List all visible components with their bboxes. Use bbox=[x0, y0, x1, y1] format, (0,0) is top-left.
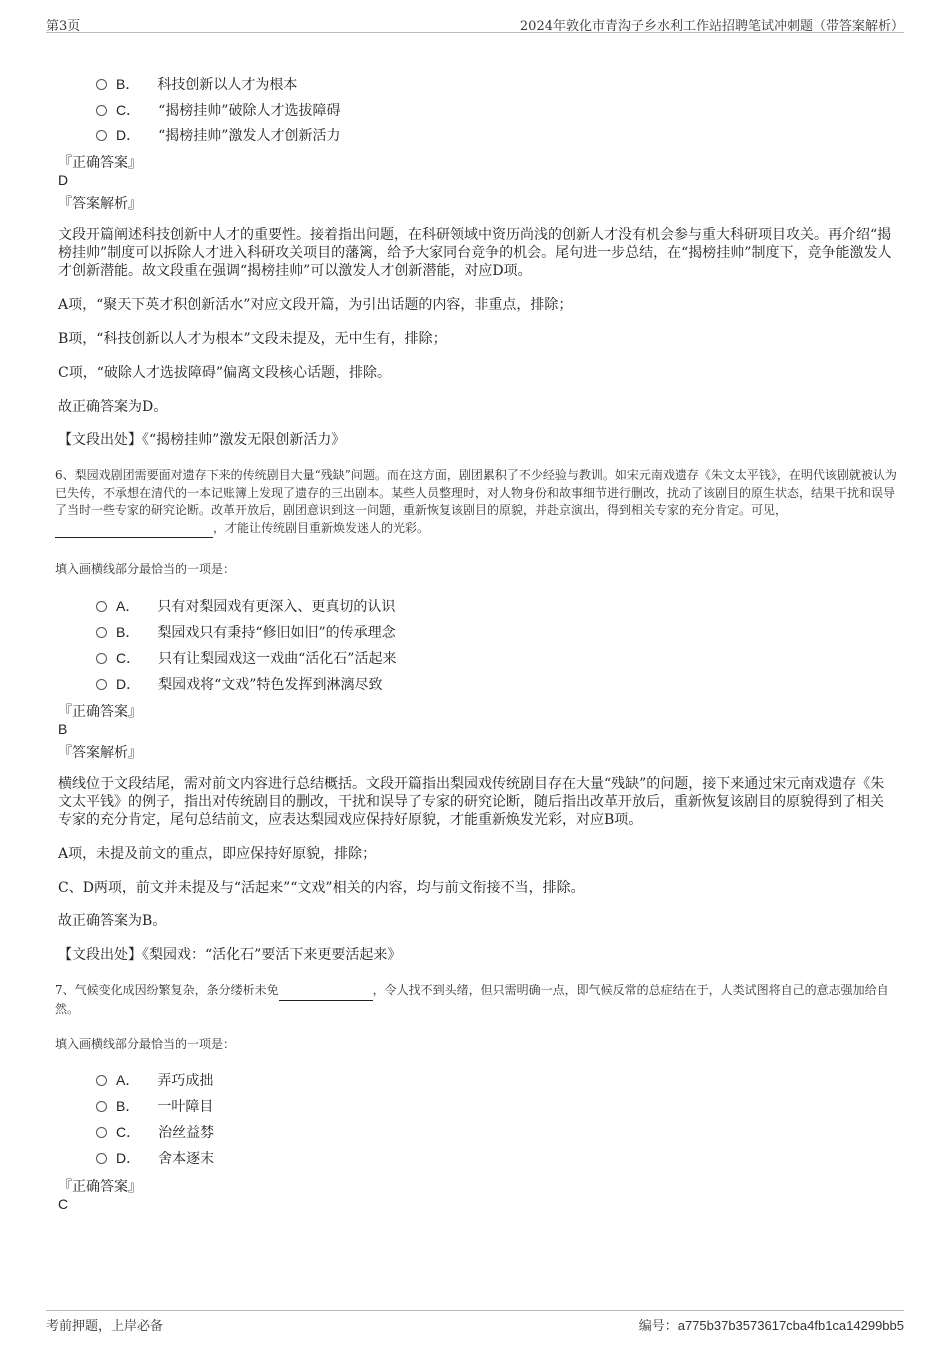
analysis-paragraph: A项，未提及前文的重点，即应保持好原貌，排除； bbox=[58, 846, 377, 862]
answer-label: 『正确答案』 bbox=[58, 1179, 142, 1195]
question-stem: 6、梨园戏剧团需要面对遗存下来的传统剧目大量“残缺”问题。而在这方面，剧团累积了不少经验与教训。如宋元南戏遗存《朱文太平钱》，在明代该剧就被认为已失传，不承想在清代的一本记账簿上发现了遗存的三出剧本。某些人员整理时，对人物身份和故事细节进行删改，扰动了该剧目的原生状态，结果干扰和误导了当时一些专家的研究论断。改革开放后，剧团意识到这一问题，重新恢复该剧目的原貌，并赴京演出，得到相关专家的充分肯定。可见， ，才能让传统剧目重新焕发迷人的光彩。 bbox=[55, 467, 897, 538]
option-c[interactable]: C． 治丝益棼 bbox=[96, 1122, 214, 1142]
radio-icon[interactable] bbox=[96, 601, 107, 612]
document-code: 编号：a775b37b3573617cba4fb1ca14299bb5 bbox=[638, 1318, 904, 1334]
option-d[interactable]: D． 梨园戏将“文戏”特色发挥到淋漓尽致 bbox=[96, 674, 382, 694]
answer-blank bbox=[279, 982, 373, 1001]
analysis-paragraph: C、D两项，前文并未提及与“活起来”“文戏”相关的内容，均与前文衔接不当，排除。 bbox=[58, 880, 585, 896]
option-c[interactable]: C． 只有让梨园戏这一戏曲“活化石”活起来 bbox=[96, 648, 396, 668]
page-header bbox=[46, 10, 904, 33]
analysis-paragraph: 横线位于文段结尾，需对前文内容进行总结概括。文段开篇指出梨园戏传统剧目存在大量“残缺”的问题，接下来通过宋元南戏遗存《朱文太平钱》的例子，指出对传统剧目的删改，干扰和误导了专家的研究论断，随后指出改革开放后，重新恢复该剧目的原貌得到了相关专家的充分肯定，尾句总结前文，应表达梨园戏应保持好原貌，才能重新焕发光彩，对应B项。 bbox=[58, 776, 885, 828]
analysis-paragraph: 故正确答案为D。 bbox=[58, 399, 168, 415]
source-citation: 【文段出处】《梨园戏：“活化石”要活下来更要活起来》 bbox=[58, 947, 402, 963]
option-c[interactable]: C． “揭榜挂帅”破除人才选拔障碍 bbox=[96, 100, 340, 120]
radio-icon[interactable] bbox=[96, 679, 107, 690]
radio-icon[interactable] bbox=[96, 130, 107, 141]
option-b[interactable]: B． 一叶障目 bbox=[96, 1096, 213, 1116]
radio-icon[interactable] bbox=[96, 105, 107, 116]
answer-label: 『正确答案』 bbox=[58, 704, 142, 720]
analysis-paragraph: A项，“聚天下英才积创新活水”对应文段开篇，为引出话题的内容，非重点，排除； bbox=[58, 297, 573, 313]
answer-blank bbox=[55, 520, 213, 539]
option-d[interactable]: D． 舍本逐末 bbox=[96, 1148, 214, 1168]
radio-icon[interactable] bbox=[96, 1075, 107, 1086]
option-d[interactable]: D． “揭榜挂帅”激发人才创新活力 bbox=[96, 125, 340, 145]
radio-icon[interactable] bbox=[96, 79, 107, 90]
analysis-label: 『答案解析』 bbox=[58, 745, 142, 761]
radio-icon[interactable] bbox=[96, 1127, 107, 1138]
answer-value: B bbox=[58, 721, 68, 737]
answer-value: C bbox=[58, 1196, 69, 1212]
document-title: 2024年敦化市青沟子乡水利工作站招聘笔试冲刺题（带答案解析） bbox=[519, 19, 904, 34]
option-a[interactable]: A． 弄巧成拙 bbox=[96, 1070, 213, 1090]
answer-value: D bbox=[58, 172, 69, 188]
analysis-paragraph: B项，“科技创新以人才为根本”文段未提及，无中生有，排除； bbox=[58, 331, 447, 347]
analysis-paragraph: 文段开篇阐述科技创新中人才的重要性。接着指出问题，在科研领域中资历尚浅的创新人才没有机会参与重大科研项目攻关。再介绍“揭榜挂帅”制度可以拆除人才进入科研攻关项目的藩篱，给予大家同台竞争的机会。尾句进一步总结，在“揭榜挂帅”制度下，竞争能激发人才创新潜能。故文段重在强调“揭榜挂帅”可以激发人才创新潜能，对应D项。 bbox=[58, 227, 892, 279]
answer-label: 『正确答案』 bbox=[58, 155, 142, 171]
page-number: 第3页 bbox=[46, 19, 81, 34]
radio-icon[interactable] bbox=[96, 1101, 107, 1112]
question-stem: 7、气候变化成因纷繁复杂，条分缕析未免 ，令人找不到头绪，但只需明确一点，即气候反常的总症结在于，人类试图将自己的意志强加给自然。 bbox=[55, 983, 889, 1016]
option-b[interactable]: B． 梨园戏只有秉持“修旧如旧”的传承理念 bbox=[96, 622, 396, 642]
analysis-paragraph: 故正确答案为B。 bbox=[58, 913, 167, 929]
radio-icon[interactable] bbox=[96, 653, 107, 664]
analysis-label: 『答案解析』 bbox=[58, 196, 142, 212]
radio-icon[interactable] bbox=[96, 627, 107, 638]
fill-prompt: 填入画横线部分最恰当的一项是： bbox=[55, 1037, 236, 1051]
footer-slogan: 考前押题，上岸必备 bbox=[46, 1319, 164, 1334]
option-a[interactable]: A． 只有对梨园戏有更深入、更真切的认识 bbox=[96, 596, 395, 616]
source-citation: 【文段出处】《“揭榜挂帅”激发无限创新活力》 bbox=[58, 432, 346, 448]
analysis-paragraph: C项，“破除人才选拔障碍”偏离文段核心话题，排除。 bbox=[58, 365, 392, 381]
radio-icon[interactable] bbox=[96, 1153, 107, 1164]
fill-prompt: 填入画横线部分最恰当的一项是： bbox=[55, 562, 236, 576]
option-b[interactable]: B． 科技创新以人才为根本 bbox=[96, 74, 297, 94]
page-footer bbox=[46, 1310, 904, 1337]
